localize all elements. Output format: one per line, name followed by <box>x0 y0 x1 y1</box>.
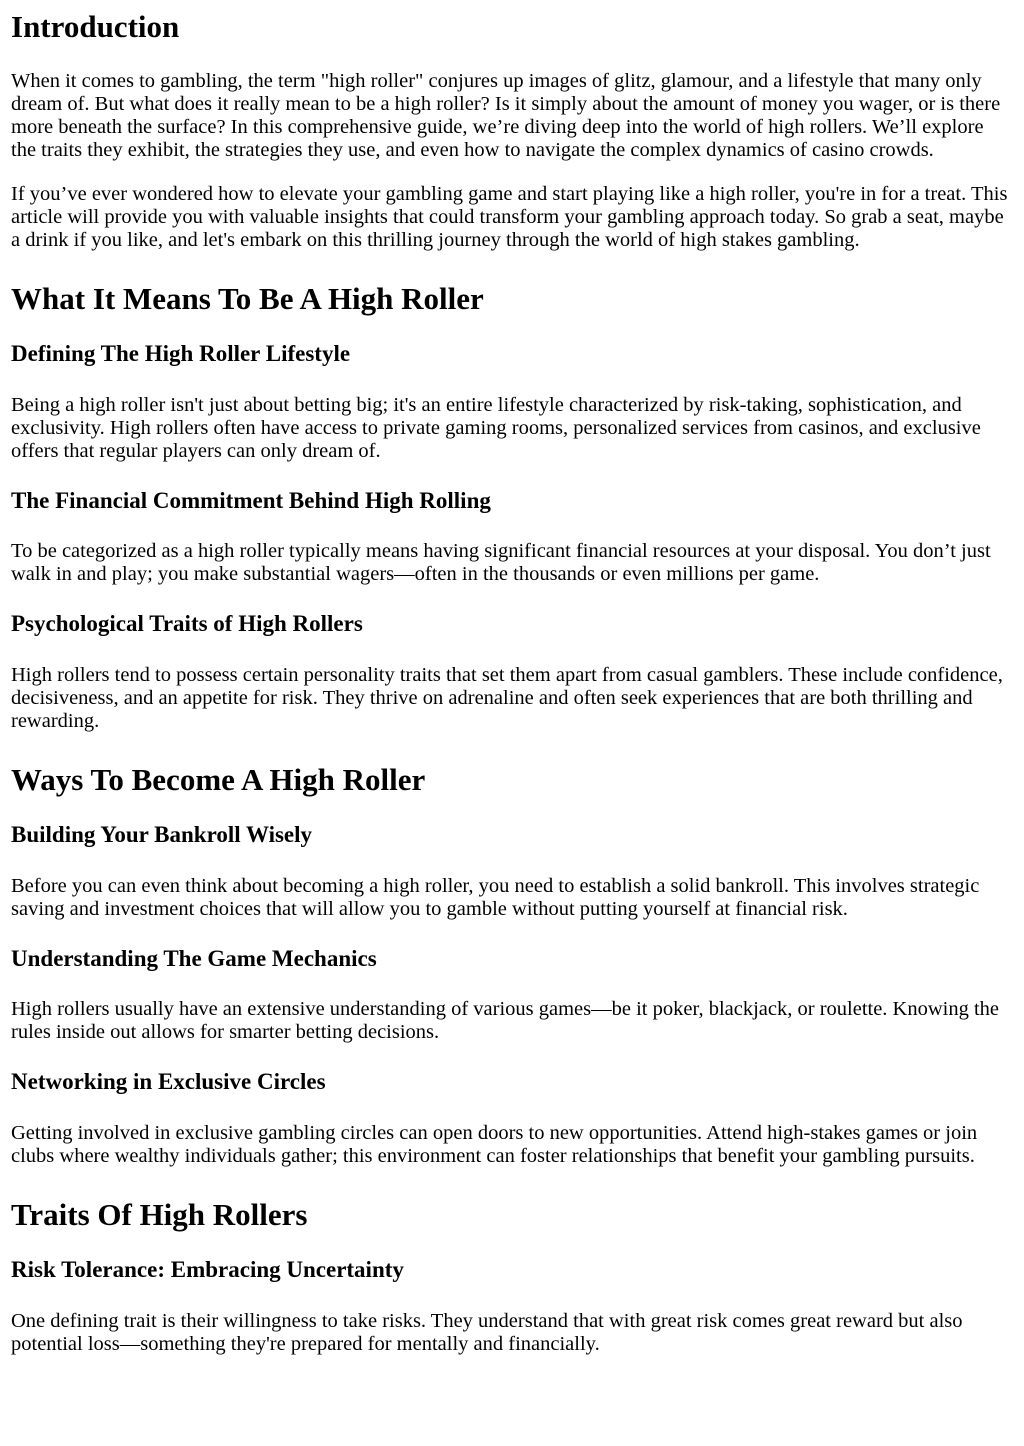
subheading-lifestyle: Defining The High Roller Lifestyle <box>11 341 351 367</box>
subheading-financial-commitment: The Financial Commitment Behind High Rolling <box>11 487 491 513</box>
intro-paragraph-1: When it comes to gambling, the term "high roller" conjures up images of glitz, glamour, and a lifestyle that many only dream of. But what does it really mean to be a high roller? Is it simply about the amount of money you wager, or is there more beneath the surface? In this comprehensive guide, we’re diving deep into the world of high rollers. We’ll explore the traits they exhibit, the strategies they use, and even how to navigate the complex dynamics of casino crowds. <box>11 69 1001 161</box>
section-heading-ways: Ways To Become A High Roller <box>11 761 426 797</box>
paragraph-lifestyle: Being a high roller isn't just about betting big; it's an entire lifestyle characterized by risk-taking, sophistication, and exclusivity. High rollers often have access to private gaming rooms, personalized services from casinos, and exclusive offers that regular players can only dream of. <box>11 393 981 462</box>
section-heading-meaning: What It Means To Be A High Roller <box>11 280 484 316</box>
subheading-bankroll: Building Your Bankroll Wisely <box>11 822 313 848</box>
subheading-networking: Networking in Exclusive Circles <box>11 1069 326 1095</box>
section-heading-traits: Traits Of High Rollers <box>11 1196 308 1232</box>
paragraph-game-mechanics: High rollers usually have an extensive understanding of various games—be it poker, blackjack, or roulette. Knowing the rules inside out allows for smarter betting decisions. <box>11 998 1000 1044</box>
paragraph-bankroll: Before you can even think about becoming a high roller, you need to establish a solid bankroll. This involves strategic saving and investment choices that will allow you to gamble without putting yourself at financial risk. <box>11 874 980 920</box>
intro-paragraph-2: If you’ve ever wondered how to elevate your gambling game and start playing like a high roller, you're in for a treat. This article will provide you with valuable insights that could transform your gambling approach today. So grab a seat, maybe a drink if you like, and let's embark on this thrilling journey through the world of high stakes gambling. <box>11 182 1008 251</box>
paragraph-risk-tolerance: One defining trait is their willingness to take risks. They understand that with great risk comes great reward but also potential loss—something they're prepared for mentally and financially. <box>11 1309 963 1355</box>
section-heading-introduction: Introduction <box>11 9 180 44</box>
paragraph-networking: Getting involved in exclusive gambling circles can open doors to new opportunities. Attend high-stakes games or join clubs where wealthy individuals gather; this environment can foster relationships that benefit your gambling pursuits. <box>11 1121 978 1167</box>
subheading-risk-tolerance: Risk Tolerance: Embracing Uncertainty <box>11 1257 404 1283</box>
paragraph-psychological-traits: High rollers tend to possess certain personality traits that set them apart from casual gamblers. These include confidence, decisiveness, and an appetite for risk. They thrive on adrenaline and often seek experiences that are both thrilling and rewarding. <box>11 663 1003 732</box>
subheading-psychological-traits: Psychological Traits of High Rollers <box>11 611 363 637</box>
paragraph-financial-commitment: To be categorized as a high roller typically means having significant financial resources at your disposal. You don’t just walk in and play; you make substantial wagers—often in the thousands or even millions per game. <box>11 540 991 586</box>
subheading-game-mechanics: Understanding The Game Mechanics <box>11 945 377 971</box>
